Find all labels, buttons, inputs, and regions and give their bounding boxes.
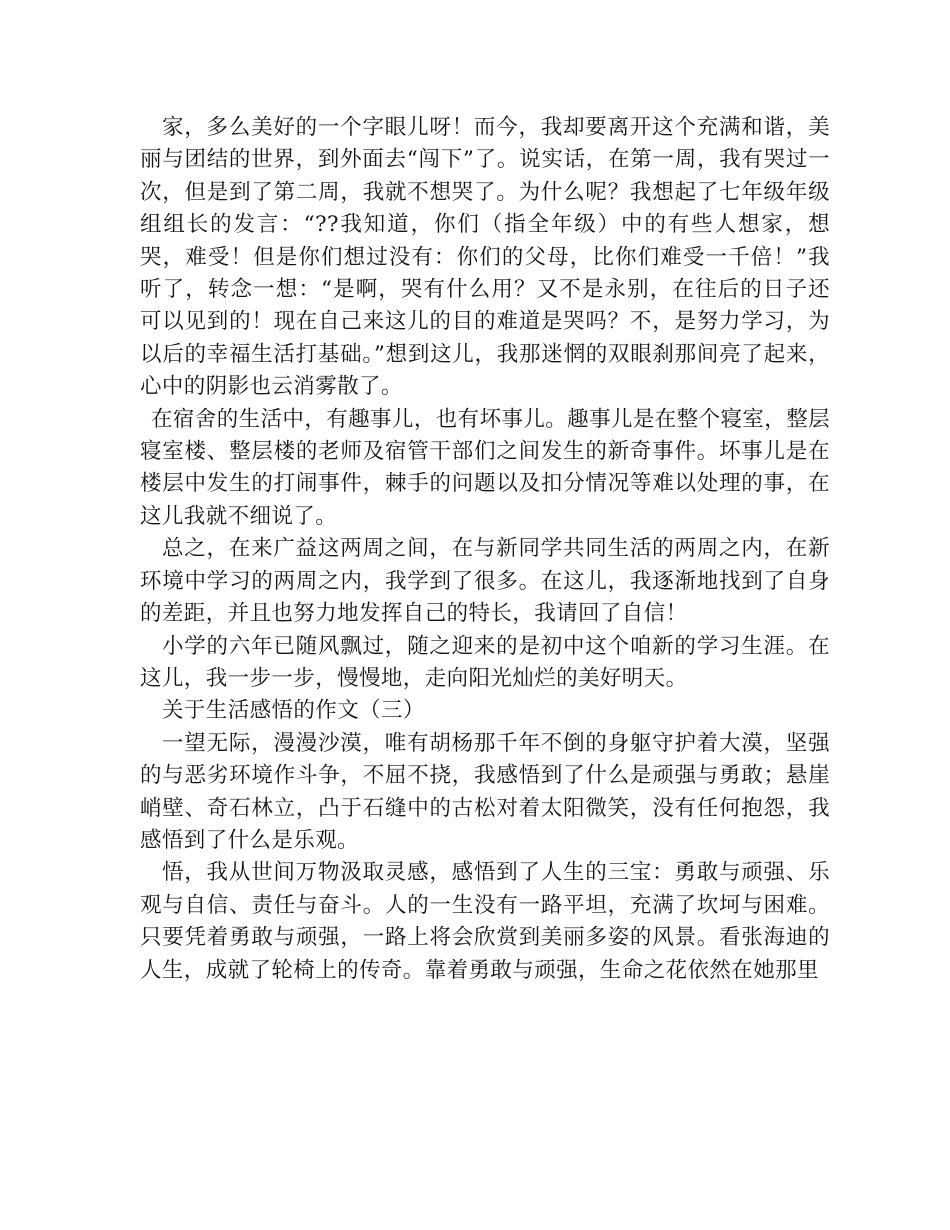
paragraph-summary: 总之，在来广益这两周之间，在与新同学共同生活的两周之内，在新环境中学习的两周之内，我学到了很多。在这儿，我逐渐地找到了自身的差距，并且也努力地发挥自己的特长，我请回了自信！	[140, 536, 830, 627]
paragraph-home: 家，多么美好的一个字眼儿呀！而今，我却要离开这个充满和谐，美丽与团结的世界，到外面去“闯下”了。说实话，在第一周，我有哭过一次，但是到了第二周，我就不想哭了。为什么呢？我想起了七年级年级组组长的发言：“??我知道，你们（指全年级）中的有些人想家，想哭，难受！但是你们想过没有：你们的父母，比你们难受一千倍！”我听了，转念一想：“是啊，哭有什么用？又不是永别，在往后的日子还可以见到的！现在自己来这儿的目的难道是哭吗？不，是努力学习，为以后的幸福生活打基础。”想到这儿，我那迷惘的双眼刹那间亮了起来，心中的阴影也云消雾散了。	[140, 115, 830, 400]
paragraph-primary-school: 小学的六年已随风飘过，随之迎来的是初中这个咱新的学习生涯。在这儿，我一步一步，慢慢地，走向阳光灿烂的美好明天。	[140, 633, 830, 691]
essay-text	[140, 112, 830, 987]
paragraph-desert: 一望无际，漫漫沙漠，唯有胡杨那千年不倒的身躯守护着大漠，坚强的与恶劣环境作斗争，不屈不挠，我感悟到了什么是顽强与勇敢；悬崖峭壁、奇石林立，凸于石缝中的古松对着太阳微笑，没有任何抱怨，我感悟到了什么是乐观。	[140, 730, 830, 853]
paragraph-three-treasures: 悟，我从世间万物汲取灵感，感悟到了人生的三宝：勇敢与顽强、乐观与自信、责任与奋斗。人的一生没有一路平坦，充满了坎坷与困难。只要凭着勇敢与顽强，一路上将会欣赏到美丽多姿的风景。看张海迪的人生，成就了轮椅上的传奇。靠着勇敢与顽强，生命之花依然在她那里	[140, 860, 830, 983]
essay-heading: 关于生活感悟的作文（三）	[162, 698, 425, 724]
paragraph-dormitory: 在宿舍的生活中，有趣事儿，也有坏事儿。趣事儿是在整个寝室，整层寝室楼、整层楼的老师及宿管干部们之间发生的新奇事件。坏事儿是在楼层中发生的打闹事件，棘手的问题以及扣分情况等难以处理的事，在这儿我就不细说了。	[140, 406, 830, 529]
